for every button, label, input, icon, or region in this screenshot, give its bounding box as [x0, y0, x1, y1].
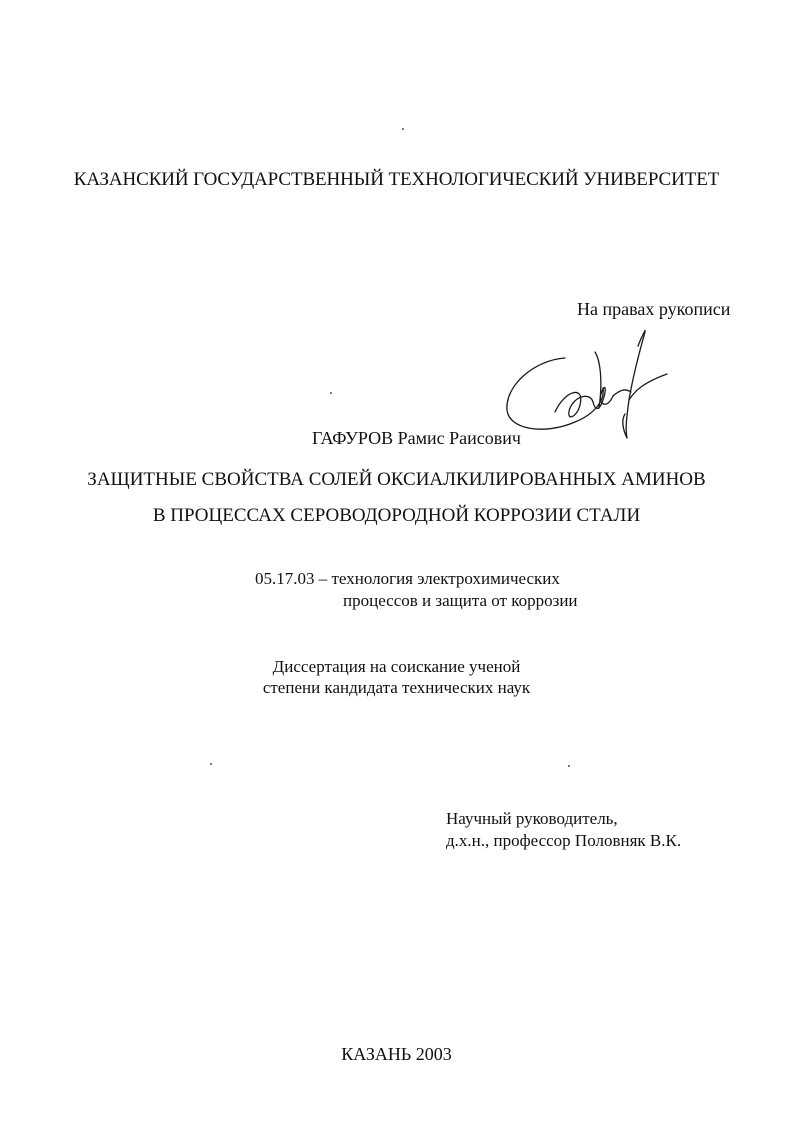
- handwritten-signature: [495, 330, 685, 445]
- manuscript-note: На правах рукописи: [577, 299, 731, 319]
- degree-line-1: Диссертация на соискание ученой: [272, 657, 521, 676]
- scan-speck: [330, 392, 332, 394]
- city-year: КАЗАНЬ 2003: [341, 1044, 452, 1064]
- scan-speck: [402, 128, 404, 130]
- degree-line-2: степени кандидата технических наук: [262, 678, 531, 697]
- university-name: КАЗАНСКИЙ ГОСУДАРСТВЕННЫЙ ТЕХНОЛОГИЧЕСКИЙ УНИВЕРСИТЕТ: [73, 169, 720, 190]
- title-line-1: ЗАЩИТНЫЕ СВОЙСТВА СОЛЕЙ ОКСИАЛКИЛИРОВАННЫХ АМИНОВ: [87, 469, 706, 490]
- specialty-line-2: процессов и защита от коррозии: [343, 591, 578, 610]
- scan-speck: [568, 765, 570, 767]
- title-line-2: В ПРОЦЕССАХ СЕРОВОДОРОДНОЙ КОРРОЗИИ СТАЛИ: [152, 505, 641, 526]
- supervisor-line-2: д.х.н., профессор Половняк В.К.: [446, 831, 682, 850]
- supervisor-line-1: Научный руководитель,: [446, 809, 618, 828]
- scan-speck: [210, 763, 212, 765]
- author-name: ГАФУРОВ Рамис Раисович: [312, 428, 521, 448]
- specialty-line-1: 05.17.03 – технология электрохимических: [255, 569, 560, 588]
